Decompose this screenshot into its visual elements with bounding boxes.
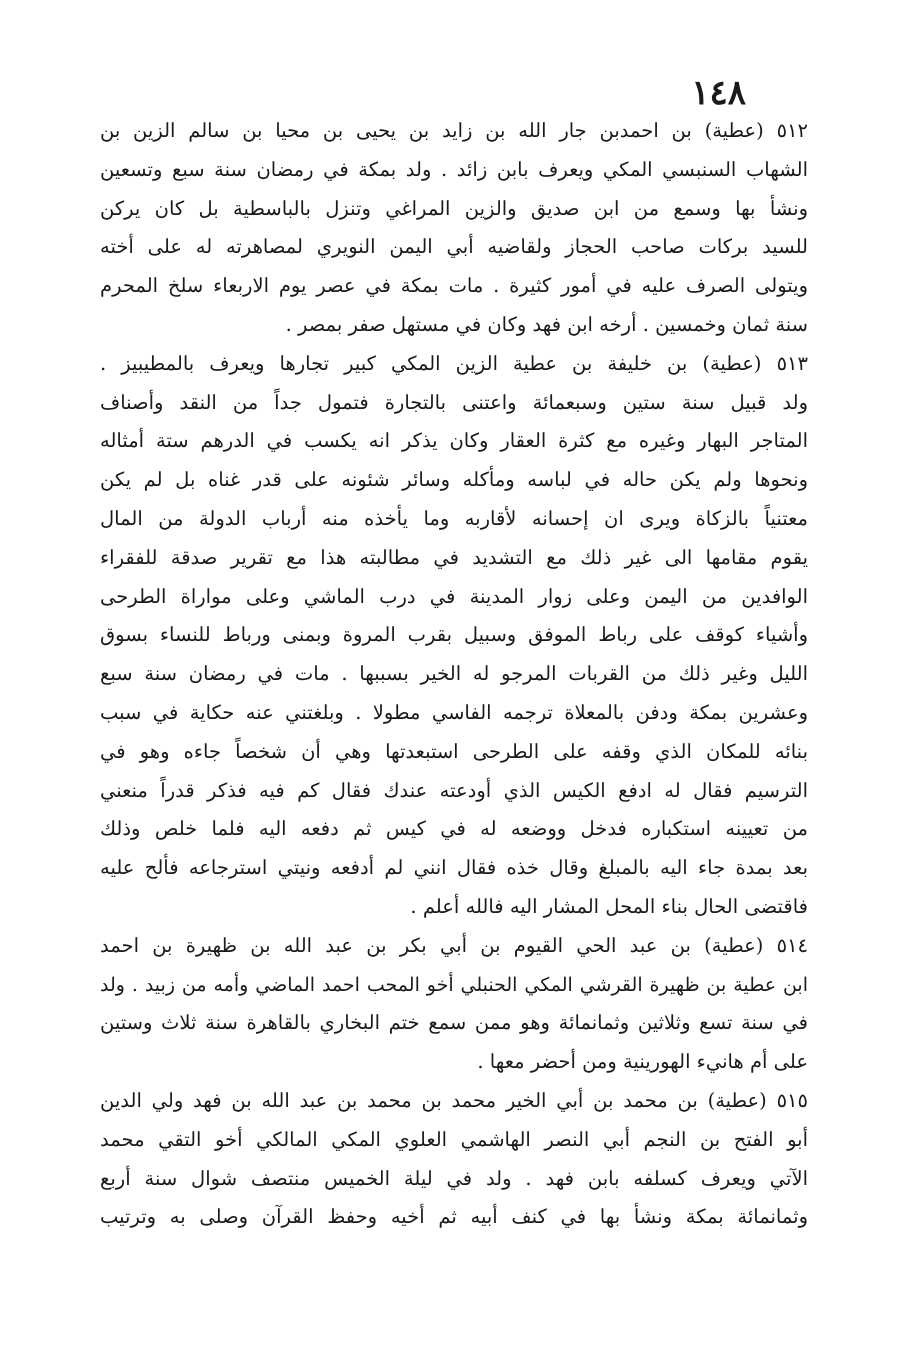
text-line-27: أبو الفتح بن النجم أبي النصر الهاشمي العلوي المكي المالكي أخو التقي محمد	[100, 1127, 808, 1151]
text-line-17: بنائه للمكان الذي وقفه على الطرحى استبعدتها وهي أن شخصاً جاءه وهو في	[100, 739, 808, 763]
text-line-10: ونحوها ولم يكن حاله في لباسه ومأكله وسائر شئونه على قدر غناه بل لم يكن	[100, 468, 808, 492]
text-line-22: ٥١٤ (عطية) بن عبد الحي القيوم بن أبي بكر بن عبد الله بن ظهيرة بن احمد	[100, 933, 808, 957]
text-line-25: على أم هانيء الهورينية ومن أحضر معها .	[477, 1050, 808, 1074]
text-line-19: من تعيينه استكباره فدخل ووضعه له في كيس ثم دفعه اليه فلما خلص وذلك	[100, 817, 808, 841]
text-line-11: معتنياً بالزكاة ويرى ان إحسانه لأقاربه وما يأخذه منه أرباب الدولة من المال	[100, 506, 808, 530]
text-line-26: ٥١٥ (عطية) بن محمد بن أبي الخير محمد بن محمد بن عبد الله بن فهد ولي الدين	[100, 1088, 808, 1112]
text-line-29: وثمانمائة بمكة ونشأ بها في كنف أبيه ثم أخيه وحفظ القرآن وصلى به وترتيب	[100, 1205, 808, 1229]
text-line-9: المتاجر البهار وغيره مع كثرة العقار وكان يذكر انه يكسب في الدرهم ستة أمثاله	[100, 429, 808, 453]
body-text	[100, 112, 808, 1237]
text-line-4: للسيد بركات صاحب الحجاز ولقاضيه أبي اليمن النويري لمصاهرته له على أخته	[100, 235, 808, 259]
text-line-8: ولد قبيل سنة ستين وسبعمائة واعتنى بالتجارة فتمول جداً من النقد وأصناف	[100, 390, 808, 414]
text-line-12: يقوم مقامها الى غير ذلك مع التشديد في مطالبته هذا مع تقرير صدقة للفقراء	[100, 545, 808, 569]
text-line-2: الشهاب السنبسي المكي ويعرف بابن زائد . ولد بمكة في رمضان سنة سبع وتسعين	[100, 157, 808, 181]
page-number: ١٤٨	[691, 73, 746, 113]
text-line-7: ٥١٣ (عطية) بن خليفة بن عطية الزين المكي كبير تجارها ويعرف بالمطيبيز .	[100, 351, 808, 375]
text-line-16: وعشرين بمكة ودفن بالمعلاة ترجمه الفاسي مطولا . وبلغتني عنه حكاية في سبب	[100, 700, 808, 724]
text-line-1: ٥١٢ (عطية) بن احمدبن جار الله بن زايد بن يحيى بن محيا بن سالم الزين بن	[100, 119, 808, 142]
text-line-18: الترسيم فقال له ادفع الكيس الذي أودعته عندك فقال كم فيه فذكر قدراً منعني	[100, 778, 808, 802]
text-line-20: بعد بمدة جاء اليه بالمبلغ وقال خذه فقال انني لم أدفعه ونيتي استرجاعه فألح عليه	[100, 856, 808, 880]
text-line-5: ويتولى الصرف عليه في أمور كثيرة . مات بمكة في عصر يوم الاربعاء سلخ المحرم	[100, 274, 808, 298]
text-line-28: الآتي ويعرف كسلفه بابن فهد . ولد في ليلة الخميس منتصف شوال سنة أربع	[100, 1166, 808, 1190]
text-line-3: ونشأ بها وسمع من ابن صديق والزين المراغي وتنزل بالباسطية بل كان يركن	[100, 196, 808, 220]
text-line-13: الوافدين من اليمن وعلى زوار المدينة في درب الماشي وعلى مواراة الطرحى	[100, 584, 808, 608]
text-line-15: الليل وغير ذلك من القربات المرجو له الخير بسببها . مات في رمضان سنة سبع	[100, 662, 808, 686]
text-line-24: في سنة تسع وثلاثين وثمانمائة وهو ممن سمع ختم البخاري بالقاهرة سنة ثلاث وستين	[100, 1011, 808, 1035]
text-line-23: ابن عطية بن ظهيرة القرشي المكي الحنبلي أخو المحب احمد الماضي وأمه من زبيد . ولد	[100, 973, 808, 996]
text-line-14: وأشياء كوقف على رباط الموفق وسبيل بقرب المروة وبمنى ورباط للنساء بسوق	[100, 623, 808, 647]
text-line-21: فاقتضى الحال بناء المحل المشار اليه فالله أعلم .	[410, 894, 808, 918]
text-line-6: سنة ثمان وخمسين . أرخه ابن فهد وكان في مستهل صفر بمصر .	[285, 312, 808, 336]
